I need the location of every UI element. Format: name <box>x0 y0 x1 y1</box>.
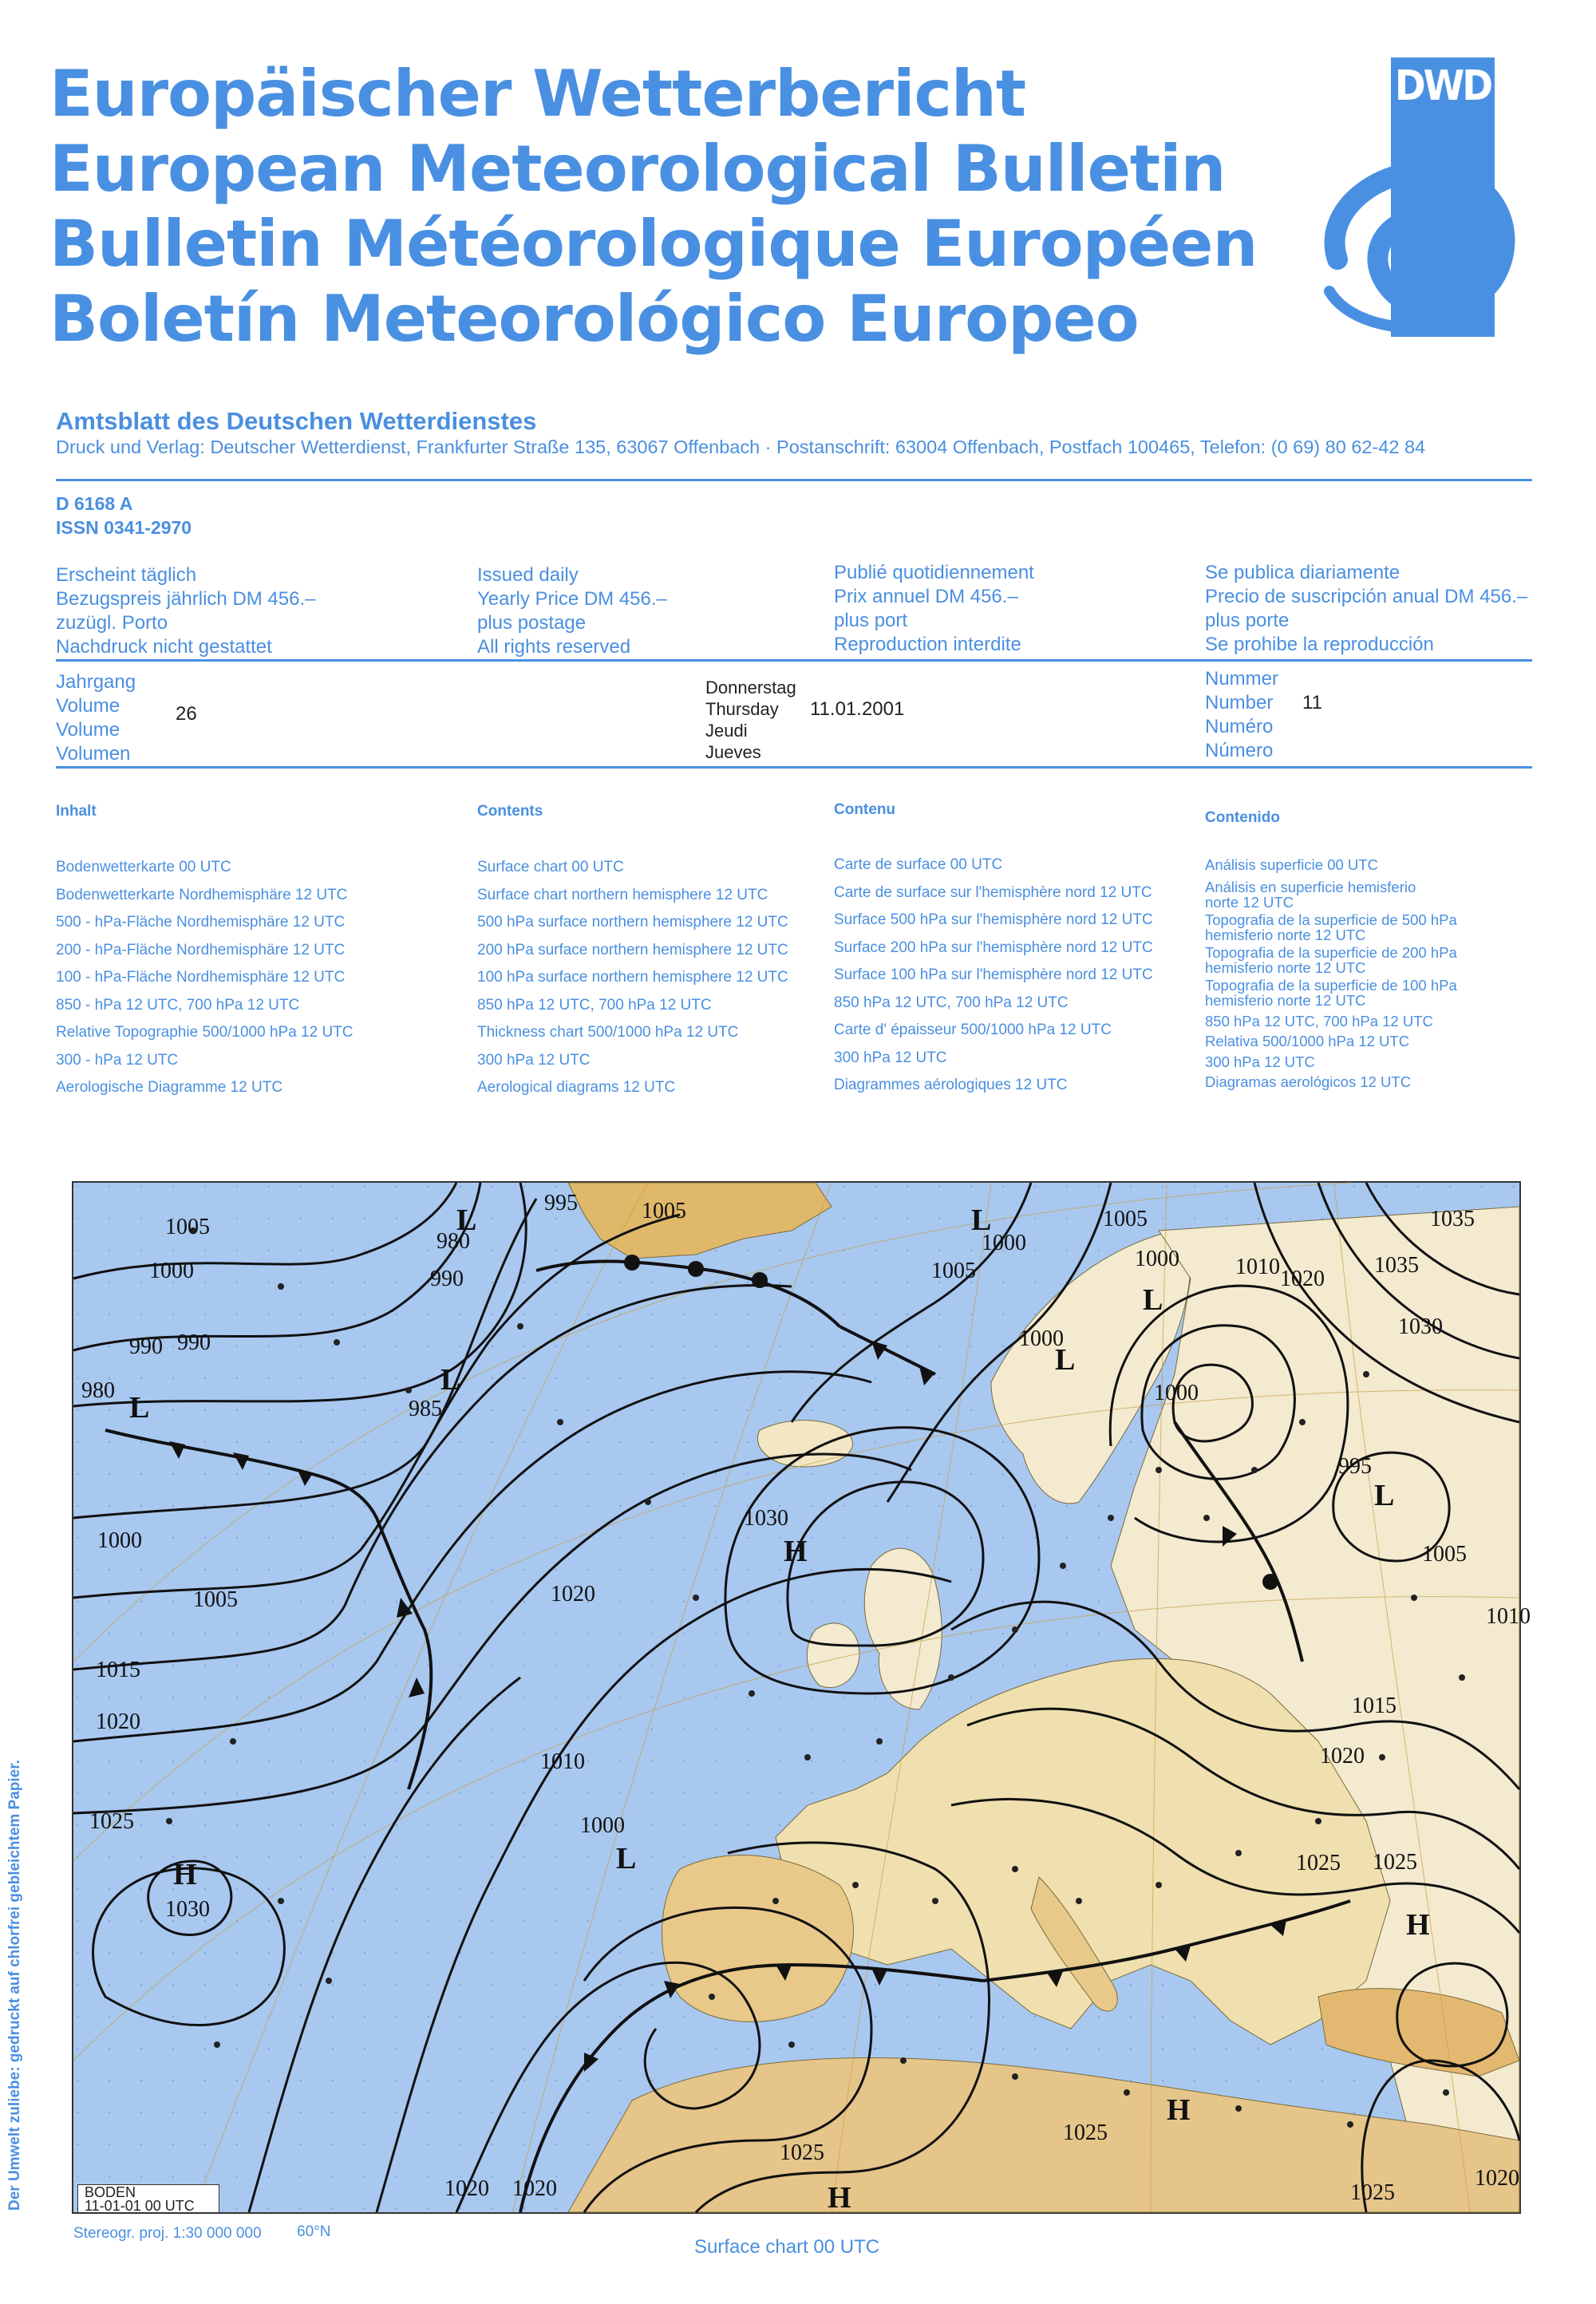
low-pressure-center: L <box>129 1391 150 1425</box>
contents-item: 300 - hPa 12 UTC <box>56 1051 179 1069</box>
isobar-label: 1000 <box>580 1813 625 1838</box>
map-latitude: 60°N <box>297 2223 331 2240</box>
number-label: Nummer <box>1205 668 1279 690</box>
info-column-fr <box>834 561 1034 657</box>
contents-item: 500 - hPa-Fläche Nordhemisphäre 12 UTC <box>56 914 346 931</box>
high-pressure-center: H <box>1167 2093 1191 2127</box>
d-number: D 6168 A <box>56 493 133 514</box>
info-line: Se publica diariamente <box>1205 562 1400 583</box>
contents-item: Análisis en superficie hemisferio <box>1205 878 1416 895</box>
info-line: plus porte <box>1205 610 1290 631</box>
day-labels <box>705 677 796 763</box>
info-line: Reproduction interdite <box>834 634 1021 655</box>
contents-item: Surface 100 hPa sur l'hemisphère nord 12 UTC <box>834 966 1153 983</box>
high-pressure-center: H <box>828 2181 851 2215</box>
low-pressure-center: L <box>1374 1479 1395 1512</box>
isobar-label: 1020 <box>551 1582 595 1606</box>
info-column-de <box>56 563 316 659</box>
contents-item: 200 - hPa-Fläche Nordhemisphäre 12 UTC <box>56 941 346 958</box>
number-label: Number <box>1205 692 1274 713</box>
info-line: Erscheint täglich <box>56 564 197 586</box>
isobar-label: 1005 <box>165 1215 210 1239</box>
isobar-label: 990 <box>129 1334 163 1359</box>
contents-list-es <box>1205 857 1457 1090</box>
title-spanish: Boletín Meteorológico Europeo <box>49 282 1139 356</box>
volume-label: Volume <box>56 719 120 741</box>
issue-number: 11 <box>1302 692 1322 713</box>
contents-item: 100 hPa surface northern hemisphere 12 UTC <box>477 969 788 986</box>
isobar-label: 985 <box>409 1397 442 1421</box>
volume-label: Jahrgang <box>56 671 136 693</box>
volume-label: Volumen <box>56 743 131 765</box>
isobar-label: 980 <box>437 1229 470 1254</box>
info-line: Publié quotidiennement <box>834 562 1034 583</box>
contents-item: norte 12 UTC <box>1205 894 1294 911</box>
info-column-en <box>477 563 667 659</box>
info-line: Nachdruck nicht gestattet <box>56 636 272 658</box>
contents-item: Topografia de la superficie de 100 hPa <box>1205 976 1457 994</box>
isobar-label: 1020 <box>444 2176 489 2201</box>
contents-list-en <box>477 854 788 1102</box>
isobar-label: 980 <box>81 1378 115 1403</box>
low-pressure-center: L <box>971 1203 992 1237</box>
contents-item: Carte d' épaisseur 500/1000 hPa 12 UTC <box>834 1022 1112 1038</box>
pressure-centers <box>73 1183 1519 2215</box>
contents-item: Bodenwetterkarte Nordhemisphäre 12 UTC <box>56 886 348 903</box>
number-labels <box>1205 667 1278 763</box>
contents-item: Bodenwetterkarte 00 UTC <box>56 859 231 875</box>
contents-item: 850 - hPa 12 UTC, 700 hPa 12 UTC <box>56 996 300 1014</box>
high-pressure-center: H <box>173 1858 197 1891</box>
info-line: plus postage <box>477 612 587 634</box>
day-label: Jeudi <box>705 721 748 741</box>
isobar-label: 1025 <box>1373 1850 1417 1875</box>
title-german: Europäischer Wetterbericht <box>49 57 1026 131</box>
isobar-label: 990 <box>177 1330 211 1355</box>
contents-item: hemisferio norte 12 UTC <box>1205 927 1366 943</box>
isobar-label: 1025 <box>780 2140 824 2165</box>
volume-label: Volume <box>56 695 120 717</box>
number-label: Numéro <box>1205 716 1274 737</box>
contents-item: Aerological diagrams 12 UTC <box>477 1079 676 1096</box>
map-caption: Surface chart 00 UTC <box>694 2236 880 2258</box>
issn: ISSN 0341-2970 <box>56 517 192 538</box>
info-line: Se prohibe la reproducción <box>1205 634 1434 655</box>
contents-item: Surface chart northern hemisphere 12 UTC <box>477 886 768 903</box>
contents-item: Carte de surface sur l'hemisphère nord 12 UTC <box>834 883 1152 901</box>
day-label: Jueves <box>705 742 761 762</box>
contents-item: Aerologische Diagramme 12 UTC <box>56 1079 283 1096</box>
isobar-label: 1000 <box>1135 1247 1179 1271</box>
isobar-label: 1005 <box>642 1199 686 1223</box>
isobar-label: 1000 <box>149 1259 194 1283</box>
contents-item: Surface 200 hPa sur l'hemisphère nord 12 UTC <box>834 939 1153 956</box>
contents-item: Relativa 500/1000 hPa 12 UTC <box>1205 1033 1410 1049</box>
contents-item: 300 hPa 12 UTC <box>834 1049 947 1066</box>
divider-2 <box>56 659 1532 662</box>
number-label: Número <box>1205 740 1274 761</box>
isobar-label: 1005 <box>931 1259 976 1283</box>
isobar-label: 1030 <box>1398 1314 1443 1339</box>
info-line: plus port <box>834 610 908 631</box>
contents-item: Topografia de la superficie de 200 hPa <box>1205 943 1457 961</box>
contents-item: Surface 500 hPa sur l'hemisphère nord 12 UTC <box>834 911 1153 928</box>
contents-item: Topografia de la superficie de 500 hPa <box>1205 911 1457 928</box>
contents-item: Análisis superficie 00 UTC <box>1205 856 1378 873</box>
contents-item: Carte de surface 00 UTC <box>834 856 1003 873</box>
map-projection: Stereogr. proj. 1:30 000 000 <box>73 2225 262 2242</box>
contents-item: Thickness chart 500/1000 hPa 12 UTC <box>477 1024 739 1041</box>
contents-header-fr: Contenu <box>834 801 896 818</box>
isobar-label: 1035 <box>1374 1253 1419 1278</box>
info-line: Bezugspreis jährlich DM 456.– <box>56 588 316 610</box>
isobar-label: 1025 <box>1350 2180 1395 2205</box>
contents-header-es: Contenido <box>1205 809 1280 826</box>
isobar-label: 1035 <box>1430 1207 1475 1231</box>
volume-labels <box>56 670 136 766</box>
isobar-label: 1030 <box>744 1506 788 1531</box>
contents-item: hemisferio norte 12 UTC <box>1205 959 1366 976</box>
divider-3 <box>56 766 1532 769</box>
contents-item: 300 hPa 12 UTC <box>1205 1053 1315 1070</box>
isobar-label: 1020 <box>1320 1744 1365 1769</box>
info-line: All rights reserved <box>477 636 631 658</box>
info-line: Prix annuel DM 456.– <box>834 586 1018 607</box>
isobar-label: 1005 <box>193 1587 238 1612</box>
contents-item: Diagramas aerológicos 12 UTC <box>1205 1073 1412 1090</box>
isobar-label: 1005 <box>1103 1207 1148 1231</box>
contents-list-fr <box>834 852 1153 1100</box>
low-pressure-center: L <box>440 1363 461 1397</box>
isobar-label: 1025 <box>1296 1851 1341 1875</box>
low-pressure-center: L <box>456 1203 477 1237</box>
dwd-spiral-logo-icon <box>1306 140 1537 339</box>
contents-header-en: Contents <box>477 803 543 820</box>
title-english: European Meteorological Bulletin <box>49 132 1226 206</box>
info-line: zuzügl. Porto <box>56 612 168 634</box>
isobar-label: 995 <box>544 1191 578 1215</box>
isobar-label: 995 <box>1338 1454 1372 1479</box>
side-note: Der Umwelt zuliebe: gedruckt auf chlorfrei gebleichtem Papier. <box>6 1760 23 2211</box>
low-pressure-center: L <box>1055 1343 1076 1377</box>
isobar-label: 1020 <box>96 1709 140 1734</box>
stamp-line: 11-01-01 00 UTC <box>85 2198 195 2214</box>
isobar-label: 1010 <box>1486 1604 1531 1629</box>
isobar-label: 1015 <box>1352 1693 1396 1718</box>
isobar-label: 1000 <box>1154 1381 1199 1405</box>
high-pressure-center: H <box>784 1535 808 1568</box>
contents-item: 500 hPa surface northern hemisphere 12 UTC <box>477 914 788 931</box>
low-pressure-center: L <box>616 1842 637 1875</box>
divider-1 <box>56 479 1532 481</box>
contents-item: Relative Topographie 500/1000 hPa 12 UTC <box>56 1024 354 1041</box>
title-block <box>49 57 1258 362</box>
info-line: Yearly Price DM 456.– <box>477 588 667 610</box>
contents-header-de: Inhalt <box>56 803 97 820</box>
volume-value: 26 <box>176 703 197 725</box>
publisher-title: Amtsblatt des Deutschen Wetterdienstes <box>56 407 537 435</box>
issue-date: 11.01.2001 <box>810 698 905 720</box>
isobar-label: 1010 <box>540 1749 585 1774</box>
contents-item: 300 hPa 12 UTC <box>477 1051 591 1069</box>
surface-weather-map <box>72 1181 1531 2215</box>
isobar-label: 1000 <box>97 1528 142 1553</box>
isobar-label: 1025 <box>1063 2120 1108 2145</box>
isobar-label: 1000 <box>1019 1326 1064 1351</box>
day-label: Donnerstag <box>705 678 796 698</box>
isobar-label: 1005 <box>1422 1542 1467 1567</box>
contents-item: 200 hPa surface northern hemisphere 12 UTC <box>477 941 788 958</box>
info-line: Precio de suscripción anual DM 456.– <box>1205 586 1528 607</box>
isobar-label: 1030 <box>165 1897 210 1922</box>
contents-item: 850 hPa 12 UTC, 700 hPa 12 UTC <box>834 994 1069 1011</box>
high-pressure-center: H <box>1406 1908 1430 1942</box>
title-french: Bulletin Météorologique Européen <box>49 207 1258 281</box>
info-column-es <box>1205 561 1527 657</box>
map-stamp <box>77 2184 219 2213</box>
day-label: Thursday <box>705 699 779 719</box>
isobar-label: 1015 <box>96 1658 140 1682</box>
contents-list-de <box>56 854 354 1102</box>
isobar-label: 1020 <box>1475 2166 1519 2191</box>
contents-item: 850 hPa 12 UTC, 700 hPa 12 UTC <box>477 996 712 1014</box>
isobar-label: 1025 <box>89 1809 134 1834</box>
stamp-line: BODEN <box>85 2184 136 2200</box>
isobar-label: 1000 <box>982 1231 1026 1255</box>
contents-item: hemisferio norte 12 UTC <box>1205 992 1366 1009</box>
low-pressure-center: L <box>1143 1283 1163 1317</box>
contents-item: Surface chart 00 UTC <box>477 859 624 875</box>
publisher-address: Druck und Verlag: Deutscher Wetterdienst, Frankfurter Straße 135, 63067 Offenbach · Postanschrift: 63004 Offenbach, Postfach 100465, Telefon: (0 69) 80 62-42 84 <box>56 437 1426 457</box>
contents-item: Diagrammes aérologiques 12 UTC <box>834 1077 1068 1093</box>
isobar-label: 1020 <box>1280 1267 1325 1291</box>
dwd-logo-text: DWD <box>1394 62 1491 110</box>
isobar-label: 1020 <box>512 2176 557 2201</box>
isobar-label: 1010 <box>1235 1255 1280 1279</box>
info-line: Issued daily <box>477 564 579 586</box>
contents-item: 100 - hPa-Fläche Nordhemisphäre 12 UTC <box>56 969 346 986</box>
isobar-label: 990 <box>430 1267 464 1291</box>
contents-item: 850 hPa 12 UTC, 700 hPa 12 UTC <box>1205 1012 1433 1029</box>
